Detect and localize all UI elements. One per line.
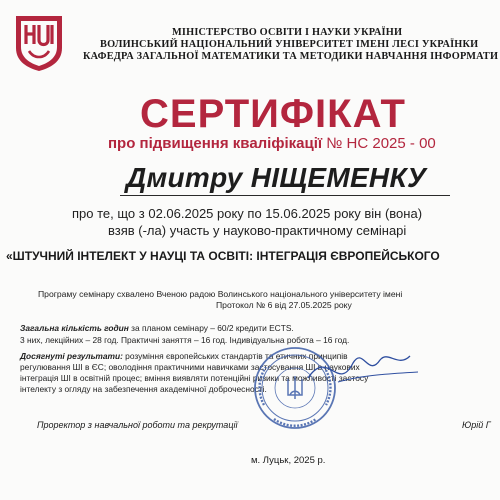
signer-name: Юрій Г [462,420,491,430]
hours-label: Загальна кількість годин [20,323,129,333]
dates-line: про те, що з 02.06.2025 року по 15.06.2025 року він (вона) [72,206,423,221]
hours-text: за планом семінару – 60/2 кредити ECTS. [128,323,294,333]
hours-line [20,323,294,333]
university-logo [12,14,66,72]
program-approval: Програму семінару схвалено Вченою радою Волинського національного університету імені [38,289,403,299]
seminar-title: «ШТУЧНИЙ ІНТЕЛЕКТ У НАУЦІ ТА ОСВІТІ: ІНТЕГРАЦІЯ ЄВРОПЕЙСЬКОГО [6,249,440,263]
hours-breakdown: 3 них, лекційних – 28 год. Практичні заняття – 16 год. Індивідуальна робота – 16 год. [20,335,350,345]
certificate-title: СЕРТИФІКАТ [140,92,406,136]
certificate-number: № НС 2025 - 00 [326,135,436,152]
results-label: Досягнуті результати: [20,351,123,361]
certificate-subtitle [108,135,436,152]
ministry-heading: МІНІСТЕРСТВО ОСВІТИ І НАУКИ УКРАЇНИ [172,27,403,38]
participation-line: взяв (-ла) участь у науково-практичному семінарі [108,223,407,238]
results-line-4: інтелекту з огляду на забезпечення академічної доброчесності. [20,384,267,394]
subtitle-text: про підвищення кваліфікації [108,135,327,152]
name-underline [120,195,450,196]
protocol-line: Протокол № 6 від 27.05.2025 року [216,300,352,310]
results-line-3: інтеграція ШІ в освітній процес; вміння виявляти потенційні ризики та можливості застосу [20,373,369,383]
results-text: розуміння європейських стандартів та етичних принципів [122,351,348,361]
signature-scribble [298,338,428,398]
signer-role: Проректор з навчальної роботи та рекрутації [37,420,238,430]
recipient-name: Дмитру НІЩЕМЕНКУ [126,162,427,193]
university-heading: ВОЛИНСЬКИЙ НАЦІОНАЛЬНИЙ УНІВЕРСИТЕТ ІМЕНІ ЛЕСІ УКРАЇНКИ [100,39,479,50]
department-heading: КАФЕДРА ЗАГАЛЬНОЇ МАТЕМАТИКИ ТА МЕТОДИКИ НАВЧАННЯ ІНФОРМАТИ [83,51,499,62]
place-date: м. Луцьк, 2025 р. [251,455,326,466]
results-line-2: регулювання ШІ в ЄС; оволодіння практичними навичками застосування ШІ в наукових [20,362,360,372]
